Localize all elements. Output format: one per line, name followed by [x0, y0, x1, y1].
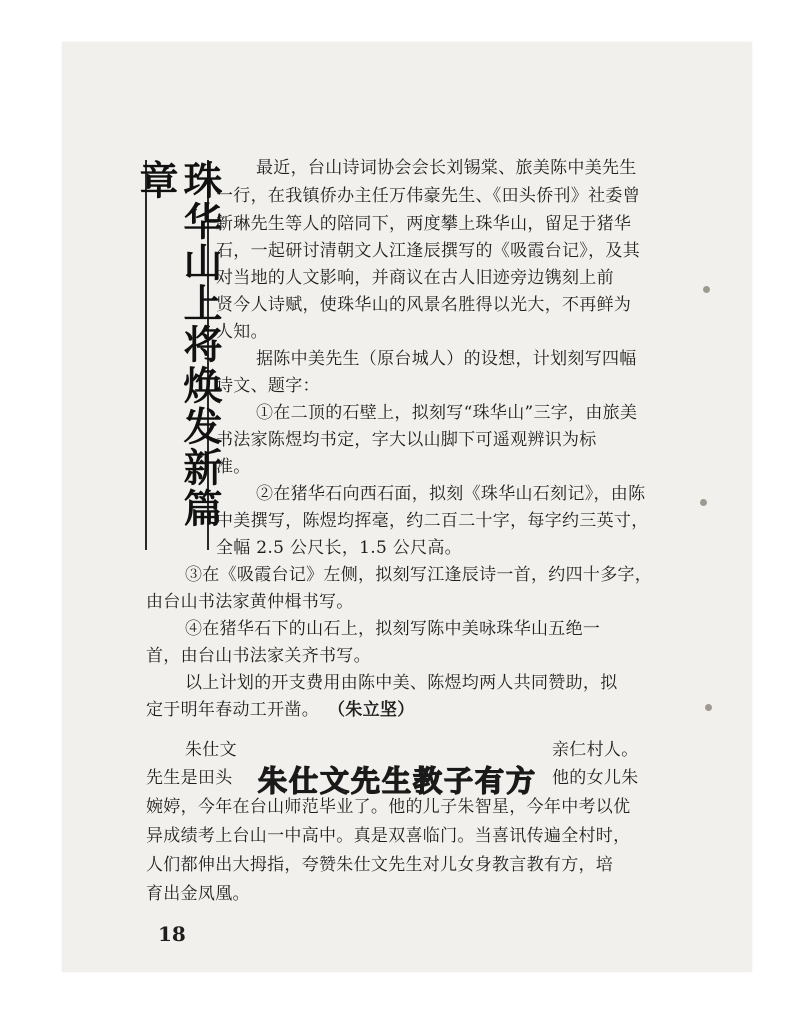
article1-line: 最近，台山诗词协会会长刘锡棠、旅美陈中美先生: [256, 158, 637, 178]
article2-title: 朱仕文先生教子有方: [258, 764, 538, 798]
article1-line: 准。: [216, 457, 251, 477]
binding-hole: [700, 499, 707, 506]
binding-hole: [703, 286, 710, 293]
article2-line: 先生是田头: [146, 768, 233, 788]
article1-line: 以上计划的开支费用由陈中美、陈煜均两人共同赞助，拟: [185, 673, 618, 693]
article1-line: 对当地的人文影响，并商议在古人旧迹旁边镌刻上前: [216, 268, 614, 288]
article1-line: 人知。: [216, 322, 268, 342]
article2-line: 育出金凤凰。: [146, 884, 250, 904]
article2-line: 亲仁村人。: [552, 740, 639, 760]
article1-author: （朱立坚）: [328, 700, 415, 720]
article2-line: 婉婷，今年在台山师范毕业了。他的儿子朱智星，今年中考以优: [146, 797, 631, 817]
article1-line: ①在二顶的石壁上，拟刻写“珠华山”三字，由旅美: [256, 403, 638, 423]
article1-line: 书法家陈煜均书定，字大以山脚下可遥观辨识为标: [216, 430, 597, 450]
article2-line: 他的女儿朱: [552, 768, 639, 788]
article1-line: 一行，在我镇侨办主任万伟豪先生、《田头侨刊》社委曾: [216, 186, 640, 206]
article2-line: 异成绩考上台山一中高中。真是双喜临门。当喜讯传遍全村时，: [146, 826, 631, 846]
article1-line: 全幅 2.5 公尺长，1.5 公尺高。: [216, 538, 462, 558]
article1-line: 新琳先生等人的陪同下，两度攀上珠华山，留足于猪华: [216, 214, 632, 234]
article1-line: 首，由台山书法家关齐书写。: [146, 646, 371, 666]
article1-line: 由台山书法家黄仲楫书写。: [146, 592, 354, 612]
article1-line: 据陈中美先生（原台城人）的设想，计划刻写四幅: [256, 349, 637, 369]
article1-line: ②在猪华石向西石面，拟刻《珠华山石刻记》，由陈: [256, 484, 646, 504]
article1-line: 中美撰写，陈煜均挥毫，约二百二十字，每字约三英寸，: [216, 511, 649, 531]
article2-line: 人们都伸出大拇指，夸赞朱仕文先生对儿女身教言教有方，培: [146, 855, 614, 875]
article1-line: 石，一起研讨清朝文人江逢辰撰写的《吸霞台记》，及其: [216, 241, 640, 261]
article1-line: 贤今人诗赋，使珠华山的风景名胜得以光大，不再鲜为: [216, 295, 632, 315]
article1-title-box: [133, 160, 222, 550]
article2-line: 朱仕文: [185, 740, 237, 760]
page-number: 18: [158, 922, 186, 946]
article1-line: ③在《吸霞台记》左侧，拟刻写江逢辰诗一首，约四十多字，: [185, 565, 653, 585]
article1-line: 定于明年春动工开凿。: [146, 700, 319, 720]
binding-hole: [705, 704, 712, 711]
article1-title: 珠华山上将焕发新篇章: [133, 160, 222, 529]
article1-line: 诗文、题字：: [216, 376, 320, 396]
article1-line: ④在猪华石下的山石上，拟刻写陈中美咏珠华山五绝一: [185, 619, 601, 639]
